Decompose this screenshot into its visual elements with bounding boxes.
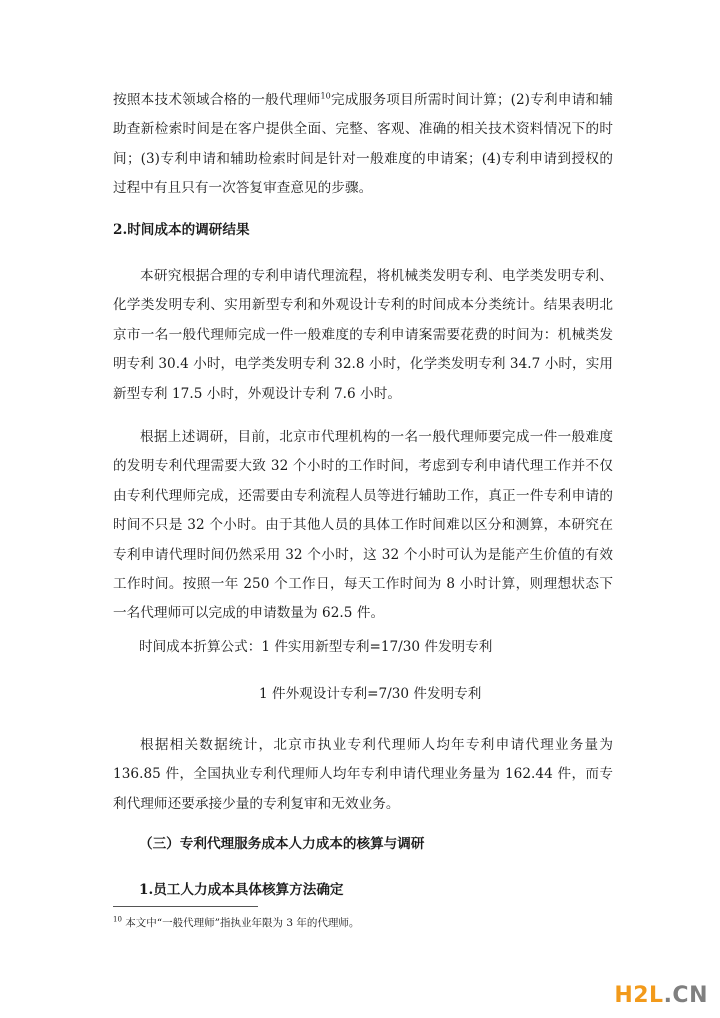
paragraph-workload-statistics: 根据相关数据统计，北京市执业专利代理师人均年专利申请代理业务量为 136.85 件，全国执业专利代理师人均年专利申请代理业务量为 162.44 件，而专利代理师还要承接少量的专利复审和无效业务。 xyxy=(113,737,613,812)
formula-utility-model: 时间成本折算公式：1 件实用新型专利=17/30 件发明专利 xyxy=(139,639,493,655)
watermark-logo xyxy=(614,983,708,1008)
watermark-part1: H2L xyxy=(614,983,664,1008)
footnote-text: 本文中“一般代理师”指执业年限为 3 年的代理师。 xyxy=(121,917,360,929)
heading-time-cost-results: 2.时间成本的调研结果 xyxy=(113,222,250,238)
paragraph1-text-b: 完成服务项目所需时间计算；(2)专利申请和辅助查新检索时间是在客户提供全面、完整、客观、准确的相关技术资料情况下的时间；(3)专利申请和辅助检索时间是针对一般难度的申请案；(4)专利申请到授权的过程中有且只有一次答复审查意见的步骤。 xyxy=(113,92,614,197)
paragraph-calculation-assumptions xyxy=(113,86,613,204)
paragraph-survey-analysis: 根据上述调研，目前，北京市代理机构的一名一般代理师要完成一件一般难度的发明专利代理需要大致 32 个小时的工作时间，考虑到专利申请代理工作并不仅由专利代理师完成，还需要由专利流程人员等进行辅助工作，真正一件专利申请的时间不只是 32 个小时。由于其他人员的具体工作时间难以区分和测算，本研究在专利申请代理时间仍然采用 32 个小时，这 32 个小时可认为是能产生价值的有效工作时间。按照一年 250 个工作日，每天工作时间为 8 小时计算，则理想状态下一名代理师可以完成的申请数量为 62.5 件。 xyxy=(113,429,613,622)
formula-design-patent: 1 件外观设计专利=7/30 件发明专利 xyxy=(259,686,482,702)
section-heading-labor-cost: （三）专利代理服务成本人力成本的核算与调研 xyxy=(139,836,425,852)
paragraph1-text-a: 按照本技术领域合格的一般代理师 xyxy=(113,92,321,108)
subheading-labor-cost-method: 1.员工人力成本具体核算方法确定 xyxy=(139,882,344,898)
footnote-number: 10 xyxy=(113,915,122,924)
footnote-10 xyxy=(113,915,359,931)
footnote-divider xyxy=(113,906,258,907)
footnote-ref-10[interactable]: 10 xyxy=(320,91,331,101)
watermark-part2: .CN xyxy=(663,983,708,1008)
paragraph-time-cost-statistics: 本研究根据合理的专利申请代理流程，将机械类发明专利、电学类发明专利、化学类发明专利、实用新型专利和外观设计专利的时间成本分类统计。结果表明北京市一名一般代理师完成一件一般难度的专利申请案需要花费的时间为：机械类发明专利 30.4 小时，电学类发明专利 32.8 小时，化学类发明专利 34.7 小时，实用新型专利 17.5 小时，外观设计专利 7.6 小时。 xyxy=(113,268,613,402)
